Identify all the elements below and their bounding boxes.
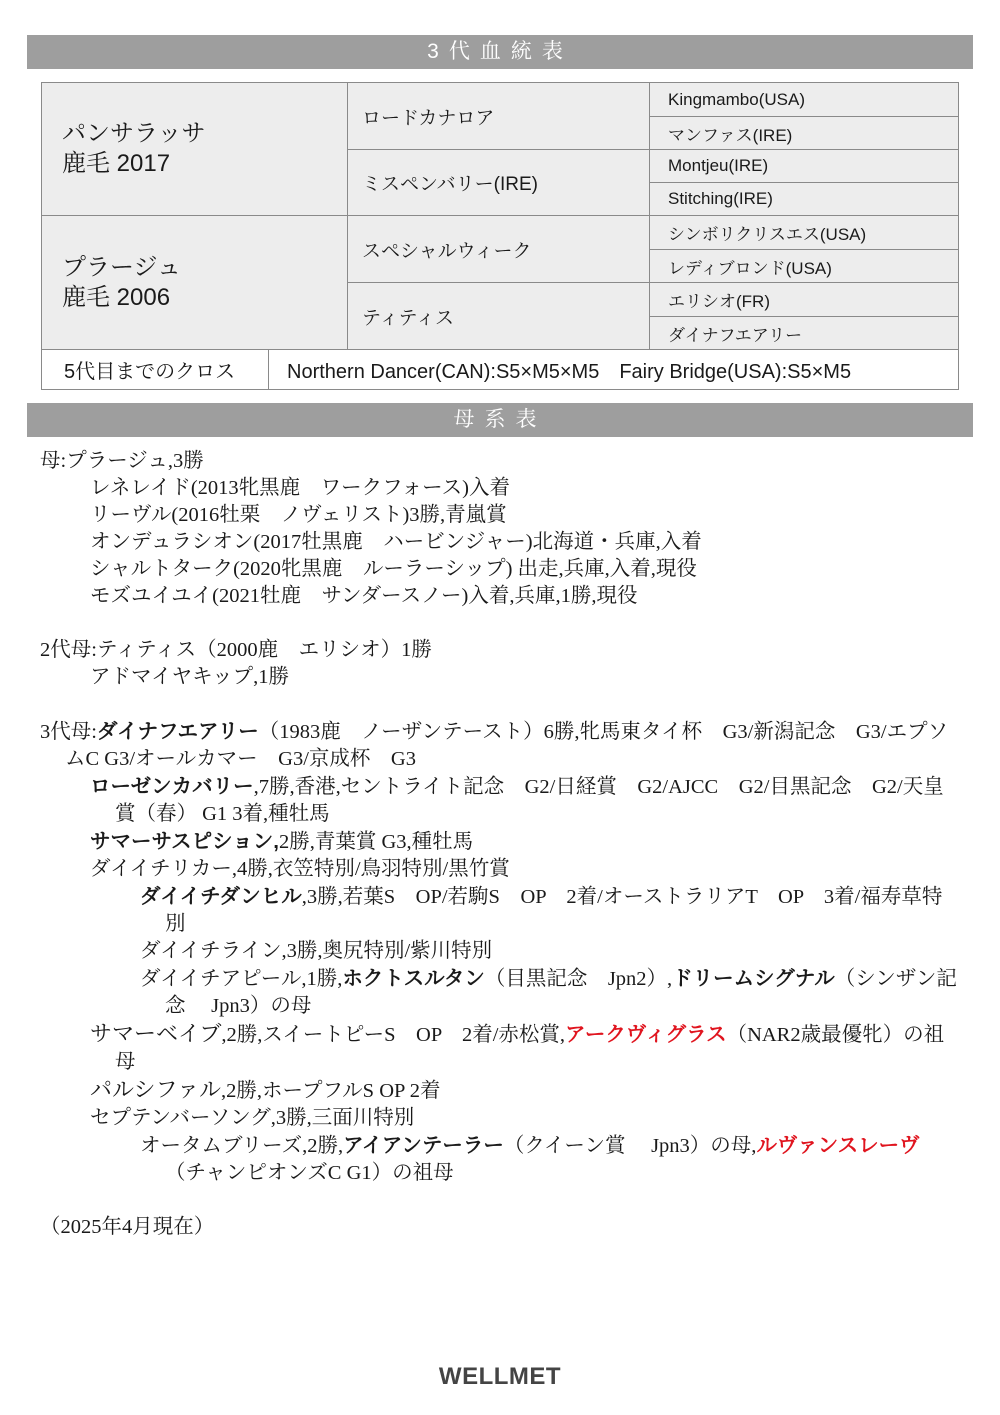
sire-info: 鹿毛 2017	[62, 150, 171, 177]
dam-sire-cell: スペシャルウィーク	[347, 215, 650, 283]
horse-name-red: アークヴィグラス	[565, 1023, 727, 1046]
family-text: ,2勝,スイートピーS OP 2着/赤松賞,	[221, 1024, 566, 1046]
horse-name: ドリームシグナル	[672, 967, 835, 990]
family-text: 3代母:	[40, 721, 97, 743]
horse-name: ダイナフエアリー	[96, 720, 259, 743]
sd-dam-cell: Stitching(IRE)	[649, 182, 959, 216]
sire-cell	[41, 82, 348, 216]
family-line	[40, 828, 960, 856]
family-text: （チャンピオンズC G1）の祖母	[165, 1162, 454, 1184]
family-line	[40, 773, 960, 828]
horse-name-red: ルヴァンスレーヴ	[756, 1134, 920, 1157]
family-text: （シンザン記念 Jpn3）の母	[165, 968, 957, 1017]
horse-name: ホクトスルタン	[342, 967, 485, 990]
horse-name: サマーベイブ	[90, 1021, 222, 1046]
family-list	[40, 448, 960, 1241]
family-header: 母系表	[27, 403, 973, 437]
as-of-date: （2025年4月現在）	[40, 1216, 215, 1238]
family-line	[40, 1020, 960, 1076]
family-line: レネレイド(2013牝黒鹿 ワークフォース)入着	[90, 477, 510, 499]
ds-sire-cell: シンボリクリスエス(USA)	[649, 215, 959, 250]
family-line: セプテンバーソング,3勝,三面川特別	[90, 1107, 415, 1129]
ss-dam-cell: マンファス(IRE)	[649, 116, 959, 150]
family-text: （目黒記念 Jpn2）,	[484, 968, 673, 990]
sire-name: パンサラッサ	[62, 120, 206, 147]
sire-dam-cell: ミスペンバリー(IRE)	[347, 149, 650, 216]
sire-sire-cell: ロードカナロア	[347, 82, 650, 150]
family-line: ダイイチライン,3勝,奥尻特別/紫川特別	[140, 940, 493, 962]
horse-name: パルシファル	[90, 1077, 222, 1102]
family-line: アドマイヤキップ,1勝	[90, 666, 290, 688]
cross-label: 5代目までのクロス	[41, 349, 269, 390]
family-line: シャルトターク(2020牝黒鹿 ルーラーシップ) 出走,兵庫,入着,現役	[90, 558, 697, 580]
family-line	[40, 1132, 960, 1187]
horse-name: ローゼンカバリー	[90, 775, 254, 798]
family-text: ,7勝,香港,セントライト記念 G2/日経賞 G2/AJCC G2/目黒記念 G2/天皇賞（春） G1 3着,種牡馬	[115, 776, 944, 825]
pedigree-table	[41, 82, 959, 390]
family-line	[40, 718, 960, 773]
family-text: ,2勝,ホープフルS OP 2着	[221, 1080, 441, 1102]
horse-name: アイアンテーラー	[343, 1134, 504, 1157]
wellmet-logo: WELLMET	[438, 1363, 562, 1390]
horse-name: ダイイチダンヒル	[140, 885, 302, 908]
family-line	[40, 1076, 960, 1105]
family-line: 母:プラージュ,3勝	[40, 450, 204, 472]
family-text: （1983鹿 ノーザンテースト）6勝,牝馬東タイ杯 G3/新潟記念 G3/エプソムC G3/オールカマー G3/京成杯 G3	[65, 721, 949, 770]
dam-name: プラージュ	[62, 253, 182, 281]
family-text: ダイイチアピール,1勝,	[140, 968, 343, 990]
family-text: 2勝,青葉賞 G3,種牡馬	[278, 831, 474, 853]
dd-sire-cell: エリシオ(FR)	[649, 282, 959, 317]
family-text: オータムブリーズ,2勝,	[140, 1135, 344, 1157]
family-line: リーヴル(2016牡栗 ノヴェリスト)3勝,青嵐賞	[90, 504, 507, 526]
horse-name: サマーサスピション,	[90, 830, 279, 853]
cross-value: Northern Dancer(CAN):S5×M5×M5 Fairy Bridge(USA):S5×M5	[268, 349, 959, 390]
family-line: モズユイユイ(2021牡鹿 サンダースノー)入着,兵庫,1勝,現役	[90, 585, 638, 607]
family-line	[40, 883, 960, 938]
family-line: 2代母:ティティス（2000鹿 エリシオ）1勝	[40, 639, 432, 661]
family-line: ダイイチリカー,4勝,衣笠特別/鳥羽特別/黒竹賞	[90, 858, 510, 880]
family-text: （NAR2歳最優牝）の祖母	[115, 1024, 945, 1073]
family-text: ,3勝,若葉S OP/若駒S OP 2着/オーストラリアT OP 3着/福寿草特別	[165, 886, 943, 935]
dam-cell	[41, 215, 348, 350]
ds-dam-cell: レディブロンド(USA)	[649, 249, 959, 283]
pedigree-header: 3代血統表	[27, 35, 973, 69]
dam-info: 鹿毛 2006	[62, 283, 171, 311]
family-text: （クイーン賞 Jpn3）の母,	[503, 1135, 757, 1157]
family-line	[40, 965, 960, 1020]
dam-dam-cell: ティティス	[347, 282, 650, 350]
family-line: オンデュラシオン(2017牡黒鹿 ハービンジャー)北海道・兵庫,入着	[90, 531, 702, 553]
sd-sire-cell: Montjeu(IRE)	[649, 149, 959, 183]
ss-sire-cell: Kingmambo(USA)	[649, 82, 959, 117]
dd-dam-cell: ダイナフエアリー	[649, 316, 959, 350]
